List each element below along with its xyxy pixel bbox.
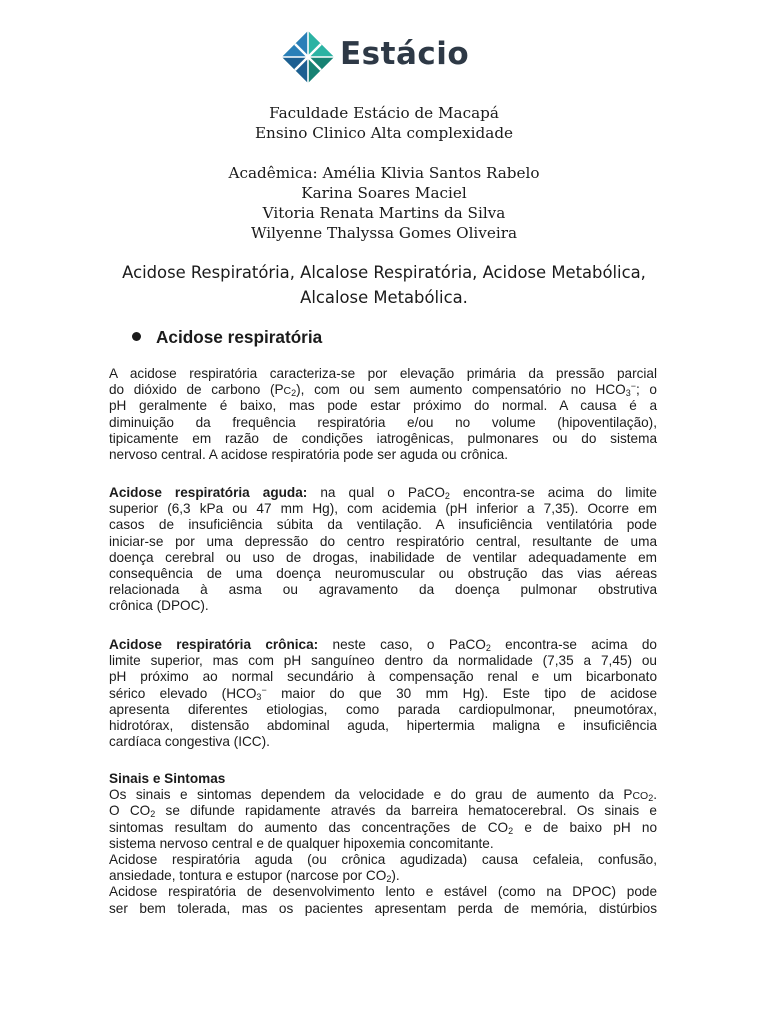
- section-heading-text: Acidose respiratória: [156, 327, 323, 347]
- text-line: relacionada à asma ou agravamento da doença pulmonar obstrutiva: [109, 582, 657, 598]
- document-title: [0, 260, 768, 310]
- paragraph-chronic: [109, 637, 657, 750]
- text-line: iniciar-se por uma depressão do centro respiratório central, resultante de uma: [109, 533, 657, 549]
- text-line: do dióxido de carbono $(PC_2)$, com ou sem aumento compensatório no $HCO_3^-$; o: [109, 381, 657, 399]
- text-line: Acidose respiratória de desenvolvimento lento e estável (como na DPOC) pode: [109, 884, 657, 900]
- text-line: Acidose respiratória crônica: neste caso, o PaCO$_2$ encontra-se acima do: [109, 637, 657, 653]
- text-line: superior (6,3 kPa ou 47 mm Hg), com acidemia (pH inferior a 7,35). Ocorre em: [109, 501, 657, 517]
- text-line: ser bem tolerada, mas os pacientes apresentam perda de memória, distúrbios: [109, 900, 657, 916]
- paragraph-label: Acidose respiratória aguda:: [109, 485, 308, 500]
- subheading: Sinais e Sintomas: [109, 771, 226, 786]
- text-line: Acidose respiratória aguda (ou crônica agudizada) causa cefaleia, confusão,: [109, 851, 657, 867]
- paragraph-intro: [109, 366, 657, 463]
- text-line: sistema nervoso central e de qualquer hipoxemia concomitante.: [109, 835, 494, 851]
- author-line: Karina Soares Maciel: [301, 184, 467, 202]
- text-line: consequência de uma doença neuromuscular ou obstrução das vias aéreas: [109, 565, 657, 581]
- text-line: crônica (DPOC).: [109, 598, 209, 614]
- text-line: doença cerebral ou uso de drogas, inabilidade de ventilar adequadamente em: [109, 549, 657, 565]
- text-line: sintomas resultam do aumento das concentrações de $CO_2$ e de baixo pH no: [109, 819, 657, 836]
- author-line: Vitoria Renata Martins da Silva: [262, 204, 506, 222]
- text-line: Acidose respiratória aguda: na qual o PaCO$_2$ encontra-se acima do limite: [109, 485, 657, 501]
- institution-block: [0, 103, 768, 143]
- text-line: ansiedade, tontura e estupor (narcose por $CO_2$).: [109, 868, 400, 885]
- text-line: nervoso central. A acidose respiratória pode ser aguda ou crônica.: [109, 446, 508, 462]
- course-name: Ensino Clinico Alta complexidade: [254, 124, 514, 142]
- text-line: casos de insuficiência súbita da ventilação. A insuficiência ventilatória pode: [109, 517, 657, 533]
- text-line: sérico elevado ($HCO_3^-$ maior do que 30 mm Hg). Este tipo de acidose: [109, 684, 658, 702]
- institution-name: Faculdade Estácio de Macapá: [269, 104, 499, 122]
- document-title-line: Alcalose Metabólica.: [300, 288, 468, 307]
- bullet-icon: [132, 332, 141, 341]
- text-line: O $CO_2$ se difunde rapidamente através da barreira hematocerebral. Os sinais e: [109, 803, 657, 820]
- diamond-logo-icon: [280, 29, 336, 85]
- text-line: tipicamente em razão de condições iatrogênicas, pulmonares ou do sistema: [109, 430, 657, 446]
- text-line: Os sinais e sintomas dependem da velocidade e do grau de aumento da $PCO_2$.: [109, 787, 657, 804]
- estacio-logo: [278, 27, 474, 83]
- document-title-line: Acidose Respiratória, Alcalose Respiratória, Acidose Metabólica,: [122, 263, 646, 282]
- text-line: cardíaca congestiva (ICC).: [109, 734, 270, 750]
- text-line: hidrotórax, distensão abdominal aguda, hipertermia maligna e insuficiência: [109, 717, 657, 733]
- logo-wordmark: Estácio: [340, 36, 470, 72]
- paragraph-signs-symptoms: [109, 771, 657, 917]
- paragraph-acute: [109, 485, 657, 615]
- text-line: limite superior, mas com pH sanguíneo dentro da normalidade (7,35 a 7,45) ou: [109, 653, 657, 669]
- text-line: pH próximo ao normal secundário à compensação renal e um bicarbonato: [109, 669, 657, 685]
- author-line: Acadêmica: Amélia Klivia Santos Rabelo: [228, 164, 540, 182]
- paragraph-label: Acidose respiratória crônica:: [109, 637, 319, 652]
- text-line: apresenta diferentes etiologias, como parada cardiopulmonar, pneumotórax,: [109, 701, 657, 717]
- text-line: pH geralmente é baixo, mas pode estar próximo do normal. A causa é a: [109, 398, 657, 414]
- text-line: A acidose respiratória caracteriza-se por elevação primária da pressão parcial: [109, 366, 657, 381]
- text-line: diminuição da frequência respiratória e/ou no volume (hipoventilação),: [109, 414, 657, 430]
- authors-block: [0, 163, 768, 243]
- author-line: Wilyenne Thalyssa Gomes Oliveira: [250, 224, 518, 242]
